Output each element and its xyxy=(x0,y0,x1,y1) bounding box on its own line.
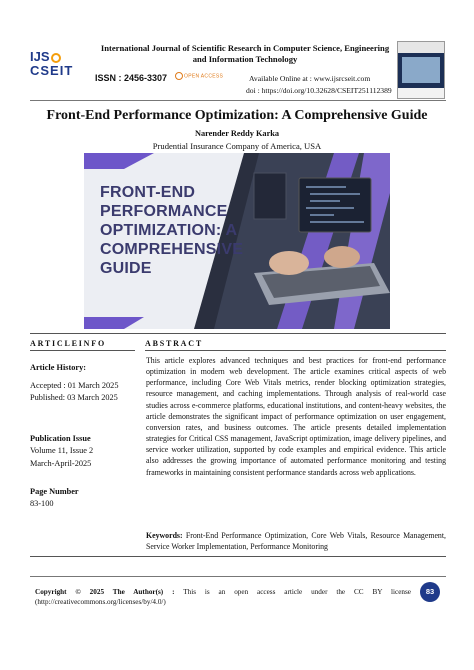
author-name: Narender Reddy Karka xyxy=(194,129,280,138)
accepted-date: Accepted : 01 March 2025 xyxy=(30,381,119,390)
page-number-label: Page Number xyxy=(30,487,79,496)
article-info-heading: ARTICLEINFO xyxy=(30,339,106,348)
page-range: 83-100 xyxy=(30,499,54,508)
doi-link[interactable]: doi : https://doi.org/10.32628/CSEIT251112389 xyxy=(246,86,392,95)
page-number-badge: 83 xyxy=(420,582,440,602)
logo-top-text: IJS xyxy=(30,49,50,64)
journal-logo xyxy=(30,50,80,92)
open-access-label: OPEN ACCESS xyxy=(184,73,224,80)
footer-divider xyxy=(30,576,446,577)
article-banner-image xyxy=(84,153,390,329)
banner-line: OPTIMIZATION: A xyxy=(100,222,238,239)
header-divider xyxy=(30,100,446,101)
author-affiliation: Prudential Insurance Company of America, USA xyxy=(152,141,322,151)
banner-line: FRONT-END xyxy=(100,184,196,201)
article-title: Front-End Performance Optimization: A Comprehensive Guide xyxy=(46,108,428,123)
banner-line: PERFORMANCE xyxy=(100,203,228,220)
keywords-list: Front-End Performance Optimization, Core Web Vitals, Resource Management, Service Worker Implementation, Performance Monitoring xyxy=(146,531,446,552)
published-date: Published: 03 March 2025 xyxy=(30,393,118,402)
copyright-label: Copyright © 2025 The Author(s) : xyxy=(35,588,175,596)
journal-cover-thumbnail xyxy=(397,41,445,99)
keywords-label: Keywords: xyxy=(146,531,183,540)
open-access-badge xyxy=(175,72,223,80)
abstract-text: This article explores advanced techniques and best practices for front-end performance optimization in modern web development. The article examines critical aspects of web performance, including Core Web Vitals metrics, render blocking optimization strategies, resource management, and caching implementations. Through analysis of real-world case studies across e-commerce platforms, educational institutions, and content-heavy websites, the article demonstrates the significant impact of performance optimization on user engagement, conversion rates, and business outcomes. The article presents detailed implementation strategies for Critical CSS management, JavaScript optimization, image delivery pipelines, and service worker utilization, supported by code examples and empirical evidence. This article also addresses the growing importance of automated performance monitoring and testing frameworks in maintaining consistent performance standards across web applications. xyxy=(146,356,446,477)
abstract-heading: ABSTRACT xyxy=(145,339,203,348)
issue-period: March-April-2025 xyxy=(30,459,92,468)
article-info-underline xyxy=(30,350,135,351)
abstract-underline xyxy=(145,350,446,351)
open-access-icon xyxy=(175,72,183,80)
banner-title xyxy=(100,183,260,278)
copyright-text: This is an open access article under the CC BY license (http://creativecommons.org/licenses/by/4.0/) xyxy=(35,588,412,606)
publication-issue-label: Publication Issue xyxy=(30,434,91,443)
article-history-label: Article History: xyxy=(30,363,86,372)
issn: ISSN : 2456-3307 xyxy=(95,73,168,83)
logo-bottom-text: CSEIT xyxy=(30,63,74,78)
available-online: Available Online at : www.ijsrcseit.com xyxy=(249,74,371,83)
copyright-notice xyxy=(35,587,411,607)
section-divider-bottom xyxy=(30,556,446,557)
volume-issue: Volume 11, Issue 2 xyxy=(30,446,94,455)
logo-mark-icon xyxy=(51,53,61,63)
keywords xyxy=(146,530,446,552)
section-divider-top xyxy=(30,333,446,334)
journal-title: International Journal of Scientific Research in Computer Science, Engineering and Information Technology xyxy=(100,43,390,64)
banner-line: COMPREHENSIVE GUIDE xyxy=(100,241,244,277)
